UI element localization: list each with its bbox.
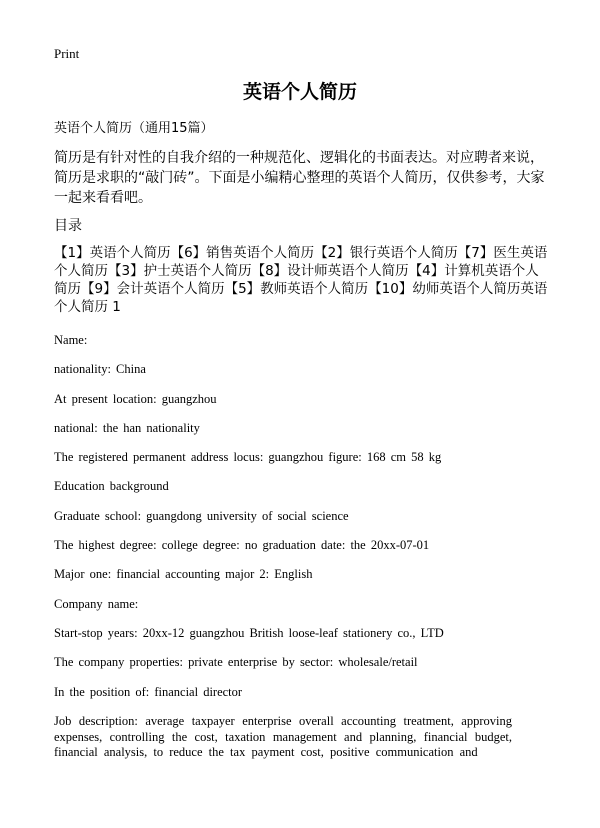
field-start-stop-years: Start-stop years: 20xx-12 guangzhou British loose-leaf stationery co., LTD — [54, 625, 444, 640]
document-subtitle: 英语个人简历（通用15篇） — [54, 121, 214, 136]
job-description: Job description: average taxpayer enterprise overall accounting treatment, approving expenses, controlling the cost, taxation management and planning, financial budget, financial analysis, to reduce the tax payment cost, positive communication and — [54, 714, 512, 759]
toc-item-2[interactable]: 【2】银行英语个人简历 — [314, 245, 458, 261]
field-company-name: Company name: — [54, 596, 139, 611]
field-highest-degree: The highest degree: college degree: no graduation date: the 20xx-07-01 — [54, 538, 430, 553]
resume-fields — [54, 332, 544, 713]
field-graduate-school: Graduate school: guangdong university of social science — [54, 508, 349, 523]
field-education-heading: Education background — [54, 479, 169, 494]
toc-item-3[interactable]: 【3】护士英语个人简历 — [108, 263, 252, 279]
toc-item-6[interactable]: 【6】销售英语个人简历 — [170, 245, 315, 261]
toc-item-7[interactable]: 【7】医生英语个人简历 — [54, 245, 548, 279]
toc-trailing-heading: 英语个人简历 1 — [54, 281, 548, 315]
field-nationality: nationality: China — [54, 362, 146, 377]
toc-item-5[interactable]: 【5】教师英语个人简历 — [224, 281, 369, 297]
document-title: 英语个人简历 — [242, 81, 357, 103]
field-present-location: At present location: guangzhou — [54, 391, 217, 406]
table-of-contents — [54, 244, 550, 316]
toc-item-10[interactable]: 【10】幼师英语个人简历 — [368, 281, 521, 297]
field-registered-address: The registered permanent address locus: guangzhou figure: 168 cm 58 kg — [54, 450, 442, 465]
print-link[interactable]: Print — [54, 46, 80, 61]
field-position: In the position of: financial director — [54, 684, 243, 699]
field-name: Name: — [54, 333, 88, 347]
toc-heading: 目录 — [54, 218, 82, 234]
toc-item-8[interactable]: 【8】设计师英语个人简历 — [251, 263, 409, 279]
intro-paragraph: 简历是有针对性的自我介绍的一种规范化、逻辑化的书面表达。对应聘者来说，简历是求职的“敲门砖”。下面是小编精心整理的英语个人简历，仅供参考，大家一起来看看吧。 — [54, 150, 545, 206]
field-major: Major one: financial accounting major 2: English — [54, 567, 313, 582]
toc-item-4[interactable]: 【4】计算机英语个人简历 — [54, 263, 539, 297]
toc-item-9[interactable]: 【9】会计英语个人简历 — [81, 281, 225, 297]
field-national: national: the han nationality — [54, 420, 200, 435]
toc-item-1[interactable]: 【1】英语个人简历 — [54, 245, 171, 261]
field-company-properties: The company properties: private enterprise by sector: wholesale/retail — [54, 655, 418, 670]
